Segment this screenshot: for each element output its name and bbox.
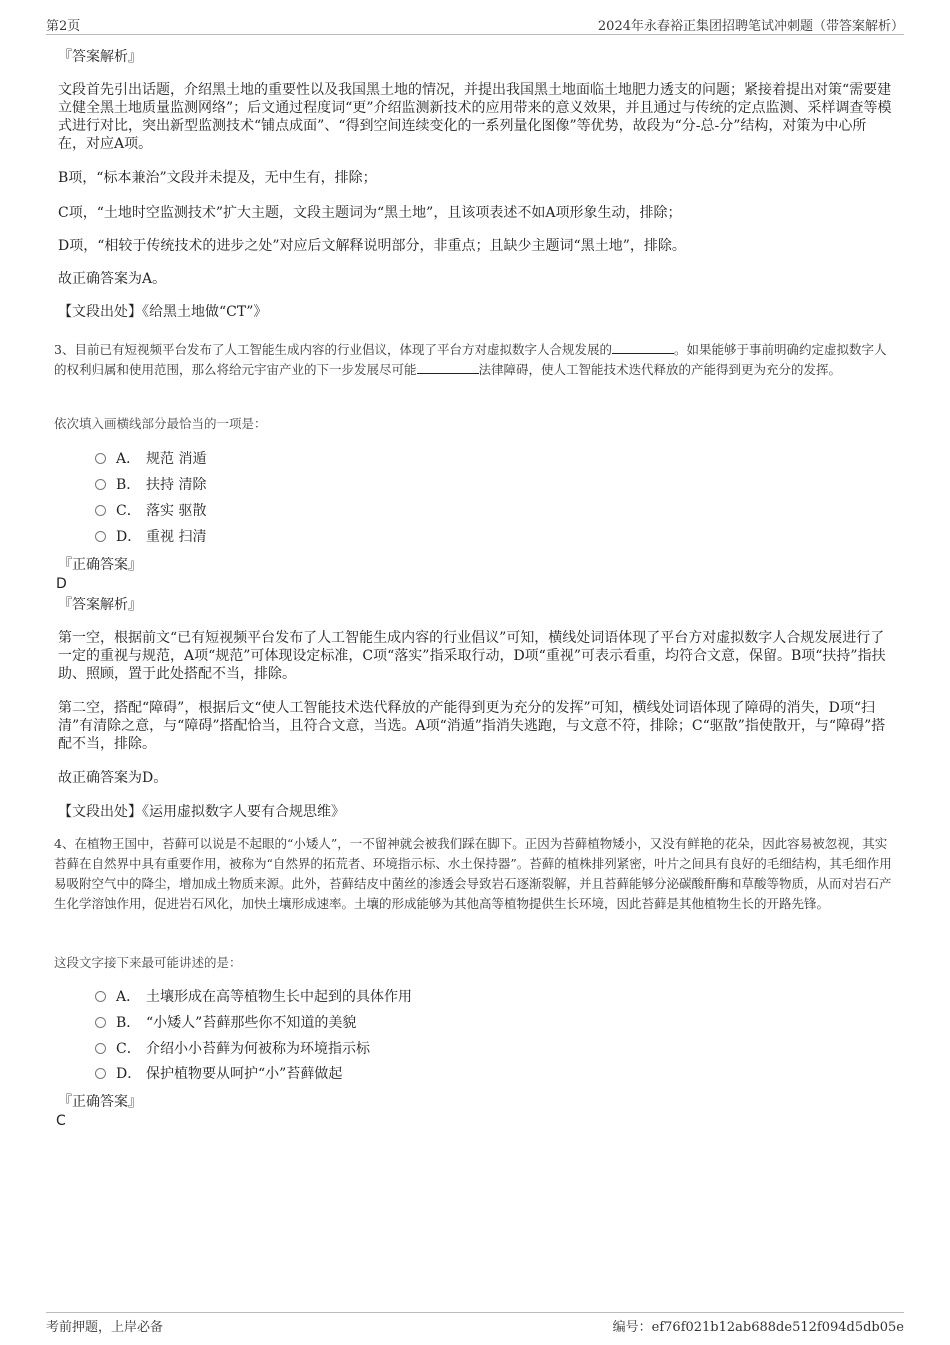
- q4-option-c[interactable]: C． 介绍小小苔藓为何被称为环境指示标: [95, 1039, 370, 1059]
- radio-icon[interactable]: [95, 1043, 106, 1054]
- page-footer: [46, 1312, 904, 1335]
- q3-correct-answer: D: [56, 576, 67, 592]
- q4-stem: 4、在植物王国中，苔藓可以说是不起眼的“小矮人”，一不留神就会被我们踩在脚下。正因为苔藓植物矮小，又没有鲜艳的花朵，因此容易被忽视，其实苔藓在自然界中具有重要作用，被称为“自然界的拓荒者、环境指示标、水土保持器”。苔藓的植株排列紧密，叶片之间具有良好的毛细结构，其毛细作用易吸附空气中的降尘，增加成土物质来源。此外，苔藓结皮中菌丝的渗透会导致岩石逐渐裂解，并且苔藓能够分泌碳酸酐酶和草酸等物质，从而对岩石产生化学溶蚀作用，促进岩石风化，加快土壤形成速率。土壤的形成能够为其他高等植物提供生长环境，因此苔藓是其他植物生长的开路先锋。: [54, 836, 892, 911]
- q3-analysis-blank-1: 第一空，根据前文“已有短视频平台发布了人工智能生成内容的行业倡议”可知，横线处词语体现了平台方对虚拟数字人合规发展进行了一定的重视与规范，A项“规范”可体现设定标准，C项“落实”指采取行动，D项“重视”可表示看重，均符合文意，保留。B项“扶持”指扶助、照顾，置于此处搭配不当，排除。: [58, 630, 886, 682]
- q3-blank-1: [612, 341, 674, 354]
- radio-icon[interactable]: [95, 991, 106, 1002]
- footer-slogan: 考前押题，上岸必备: [46, 1320, 164, 1335]
- radio-icon[interactable]: [95, 479, 106, 490]
- q2-analysis-paragraph: 文段首先引出话题，介绍黑土地的重要性以及我国黑土地的情况，并提出我国黑土地面临土地肥力透支的问题；紧接着提出对策“需要建立健全黑土地质量监测网络”；后文通过程度词“更”介绍监测新技术的应用带来的意义效果，并且通过与传统的定点监测、采样调查等模式进行对比，突出新型监测技术“铺点成面”、“得到空间连续变化的一系列量化图像”等优势，故段为“分-总-分”结构，对策为中心所在，对应A项。: [58, 82, 892, 152]
- radio-icon[interactable]: [95, 453, 106, 464]
- q3-analysis-blank-2: 第二空，搭配“障碍”，根据后文“使人工智能技术迭代释放的产能得到更为充分的发挥”可知，横线处词语体现了障碍的消失，D项“扫清”有清除之意，与“障碍”搭配恰当，且符合文意，当选。A项“消遁”指消失逃跑，与文意不符，排除；C“驱散”指使散开，与“障碍”搭配不当，排除。: [58, 700, 886, 752]
- q4-option-d[interactable]: D． 保护植物要从呵护“小”苔藓做起: [95, 1064, 342, 1084]
- q3-option-a[interactable]: A． 规范 消遁: [95, 449, 206, 469]
- q4-option-b[interactable]: B． “小矮人”苔藓那些你不知道的美貌: [95, 1013, 356, 1033]
- radio-icon[interactable]: [95, 505, 106, 516]
- q3-analysis-label: 『答案解析』: [58, 597, 142, 613]
- q3-instruction: 依次填入画横线部分最恰当的一项是：: [54, 416, 267, 431]
- q2-conclusion: 故正确答案为A。: [58, 271, 167, 287]
- q4-correct-label: 『正确答案』: [58, 1094, 142, 1110]
- document-code: 编号：ef76f021b12ab688de512f094d5db05e: [612, 1320, 904, 1335]
- q3-stem: 3、目前已有短视频平台发布了人工智能生成内容的行业倡议，体现了平台方对虚拟数字人合规发展的 。如果能够于事前明确约定虚拟数字人的权利归属和使用范围，那么将给元宇宙产业的下一步发展尽可能 法律障碍，使人工智能技术迭代释放的产能得到更为充分的发挥。: [54, 342, 887, 377]
- q2-analysis-label: 『答案解析』: [58, 49, 142, 65]
- q2-analysis-option-c: C项，“土地时空监测技术”扩大主题，文段主题词为“黑土地”，且该项表述不如A项形象生动，排除；: [58, 205, 682, 221]
- page-header: [46, 14, 904, 35]
- q3-option-c[interactable]: C． 落实 驱散: [95, 501, 206, 521]
- q3-source: 【文段出处】《运用虚拟数字人要有合规思维》: [58, 804, 345, 820]
- q3-blank-2: [417, 361, 479, 374]
- q3-option-d[interactable]: D． 重视 扫清: [95, 527, 206, 547]
- document-title: 2024年永春裕正集团招聘笔试冲刺题（带答案解析）: [597, 19, 904, 34]
- q4-correct-answer: C: [56, 1113, 66, 1129]
- q3-conclusion: 故正确答案为D。: [58, 770, 168, 786]
- q3-correct-label: 『正确答案』: [58, 557, 142, 573]
- q4-instruction: 这段文字接下来最可能讲述的是：: [54, 955, 242, 970]
- radio-icon[interactable]: [95, 1017, 106, 1028]
- q2-analysis-option-b: B项，“标本兼治”文段并未提及，无中生有，排除；: [58, 170, 377, 186]
- q4-option-a[interactable]: A． 土壤形成在高等植物生长中起到的具体作用: [95, 987, 412, 1007]
- q2-source: 【文段出处】《给黑土地做“CT”》: [58, 304, 268, 320]
- q3-option-b[interactable]: B． 扶持 清除: [95, 475, 206, 495]
- q2-analysis-option-d: D项，“相较于传统技术的进步之处”对应后文解释说明部分，非重点；且缺少主题词“黑土地”，排除。: [58, 238, 686, 254]
- page-number: 第2页: [46, 19, 81, 34]
- radio-icon[interactable]: [95, 1068, 106, 1079]
- radio-icon[interactable]: [95, 531, 106, 542]
